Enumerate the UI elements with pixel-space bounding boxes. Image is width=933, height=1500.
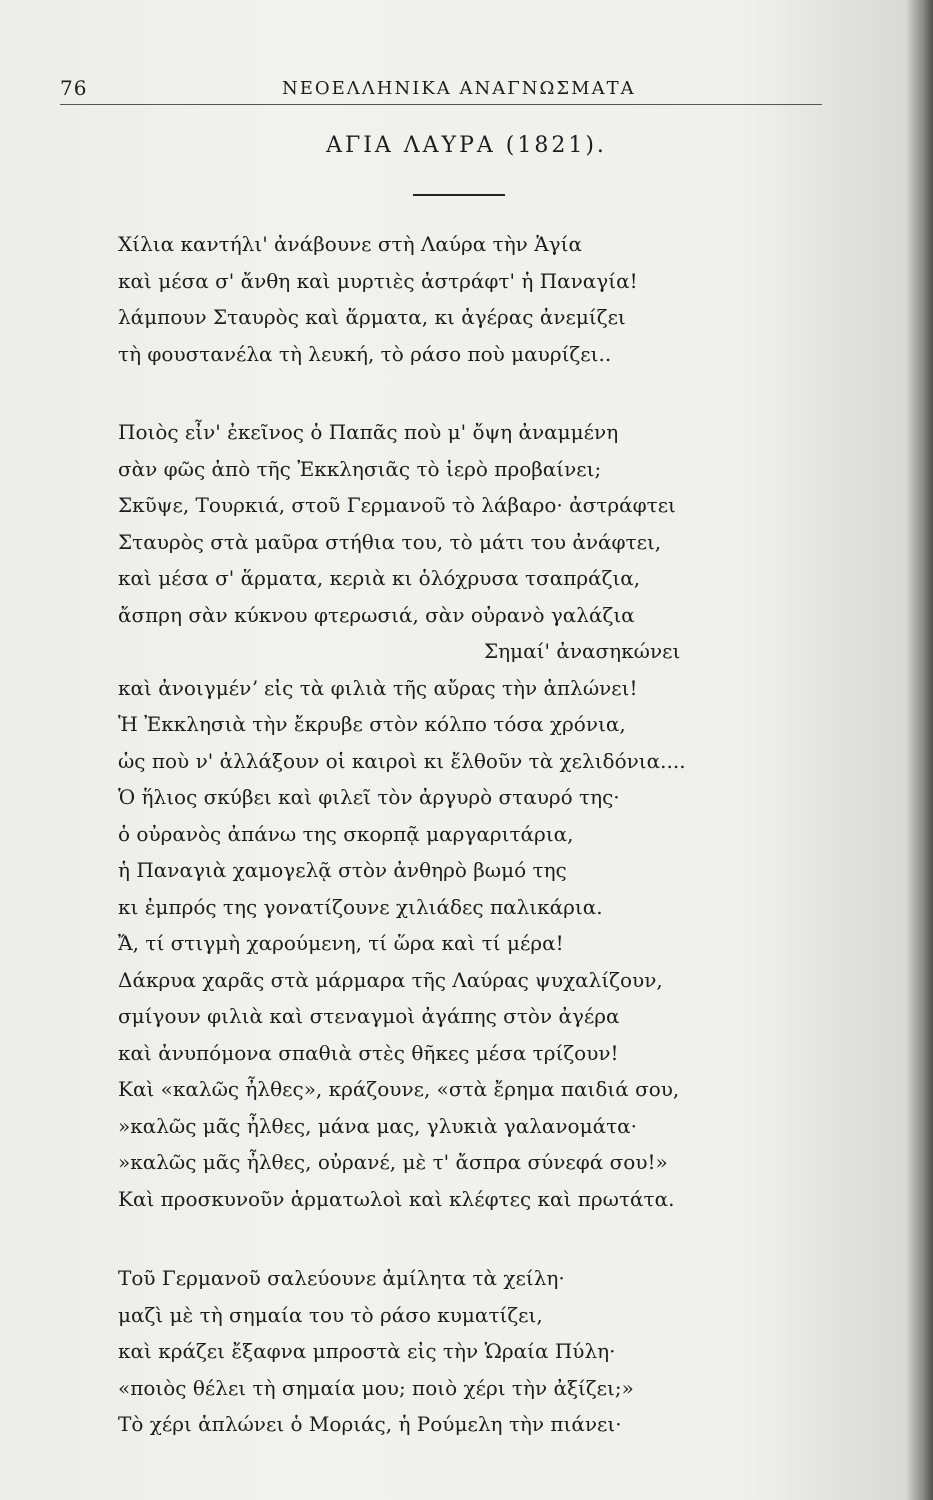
verse-line: Ἄ, τί στιγμὴ χαρούμενη, τί ὥρα καὶ τί μέρα! <box>118 931 564 955</box>
header-rule <box>60 104 822 105</box>
verse-line: ὁ οὐρανὸς ἀπάνω της σκορπᾷ μαργαριτάρια, <box>118 821 574 846</box>
verse-line: μαζὶ μὲ τὴ σημαία του τὸ ράσο κυματίζει, <box>118 1302 543 1327</box>
verse-line: καὶ μέσα σ' ἅρματα, κεριὰ κι ὁλόχρυσα τσαπράζια, <box>118 566 641 590</box>
verse-line: Καὶ «καλῶς ἦλθες», κράζουνε, «στὰ ἔρημα παιδιά σου, <box>118 1077 680 1101</box>
verse-line: Σημαί' ἀνασηκώνει <box>484 639 681 663</box>
verse-line: ἡ Παναγιὰ χαμογελᾷ στὸν ἀνθηρὸ βωμό της <box>118 858 567 882</box>
verse-line: Χίλια καντήλι' ἀνάβουνε στὴ Λαύρα τὴν Ἁγία <box>118 232 582 256</box>
verse-line: καὶ μέσα σ' ἄνθη καὶ μυρτιὲς ἀστράφτ' ἡ Παναγία! <box>118 268 638 293</box>
stanza-1 <box>118 226 818 372</box>
title-rule <box>413 194 505 196</box>
verse-line: Τὸ χέρι ἁπλώνει ὁ Μοριάς, ἡ Ρούμελη τὴν πιάνει· <box>118 1412 622 1436</box>
verse-line: Δάκρυα χαρᾶς στὰ μάρμαρα τῆς Λαύρας ψυχαλίζουν, <box>118 967 663 992</box>
verse-line: «ποιὸς θέλει τὴ σημαία μου; ποιὸ χέρι τὴν ἀξίζει;» <box>118 1375 634 1400</box>
stanza-2 <box>118 414 818 1217</box>
verse-line: Σταυρὸς στὰ μαῦρα στήθια του, τὸ μάτι του ἀνάφτει, <box>118 529 662 554</box>
verse-line: Ὁ ἥλιος σκύβει καὶ φιλεῖ τὸν ἀργυρὸ σταυρό της· <box>118 785 620 809</box>
verse-line: τὴ φουστανέλα τὴ λευκή, τὸ ράσο ποὺ μαυρίζει.. <box>118 341 612 366</box>
verse-line: ἄσπρη σὰν κύκνου φτερωσιά, σὰν οὐρανὸ γαλάζια <box>118 602 635 627</box>
spine-shadow <box>907 0 933 1500</box>
page-header <box>60 70 820 106</box>
verse-line: »καλῶς μᾶς ἦλθες, μάνα μας, γλυκιὰ γαλανομάτα· <box>118 1113 638 1138</box>
verse-line: κι ἐμπρός της γονατίζουνε χιλιάδες παλικάρια. <box>118 894 603 919</box>
poem-title-text: ΑΓΙΑ ΛΑΥΡΑ (1821). <box>326 133 607 158</box>
page-number: 76 <box>60 76 88 100</box>
running-head: ΝΕΟΕΛΛΗΝΙΚΑ ΑΝΑΓΝΩΣΜΑΤΑ <box>282 78 636 99</box>
stanza-3 <box>118 1260 818 1443</box>
poem-title <box>0 133 933 158</box>
verse-line: καὶ ἀνοιγμένʼ εἰς τὰ φιλιὰ τῆς αὔρας τὴν ἁπλώνει! <box>118 675 638 700</box>
verse-line: ὡς ποὺ ν' ἀλλάξουν οἱ καιροὶ κι ἔλθοῦν τὰ χελιδόνια.... <box>118 748 686 773</box>
verse-line: Τοῦ Γερμανοῦ σαλεύουνε ἀμίλητα τὰ χείλη· <box>118 1266 565 1290</box>
verse-line: καὶ κράζει ἔξαφνα μπροστὰ εἰς τὴν Ὡραία Πύλη· <box>118 1339 616 1363</box>
verse-line: λάμπουν Σταυρὸς καὶ ἅρματα, κι ἀγέρας ἀνεμίζει <box>118 305 626 329</box>
verse-line: καὶ ἀνυπόμονα σπαθιὰ στὲς θῆκες μέσα τρίζουν! <box>118 1040 619 1065</box>
verse-line: σὰν φῶς ἀπὸ τῆς Ἐκκλησιᾶς τὸ ἱερὸ προβαίνει; <box>118 456 602 481</box>
verse-line: σμίγουν φιλιὰ καὶ στεναγμοὶ ἀγάπης στὸν ἀγέρα <box>118 1004 620 1028</box>
verse-line: Ἡ Ἐκκλησιὰ τὴν ἔκρυβε στὸν κόλπο τόσα χρόνια, <box>118 712 626 736</box>
verse-line: Καὶ προσκυνοῦν ἁρματωλοὶ καὶ κλέφτες καὶ πρωτάτα. <box>118 1186 675 1211</box>
verse-line: Σκῦψε, Τουρκιά, στοῦ Γερμανοῦ τὸ λάβαρο· ἀστράφτει <box>118 493 676 517</box>
verse-line: »καλῶς μᾶς ἦλθες, οὐρανέ, μὲ τ' ἄσπρα σύνεφά σου!» <box>118 1150 668 1174</box>
verse-line: Ποιὸς εἶν' ἐκεῖνος ὁ Παπᾶς ποὺ μ' ὄψη ἀναμμένη <box>118 420 619 444</box>
